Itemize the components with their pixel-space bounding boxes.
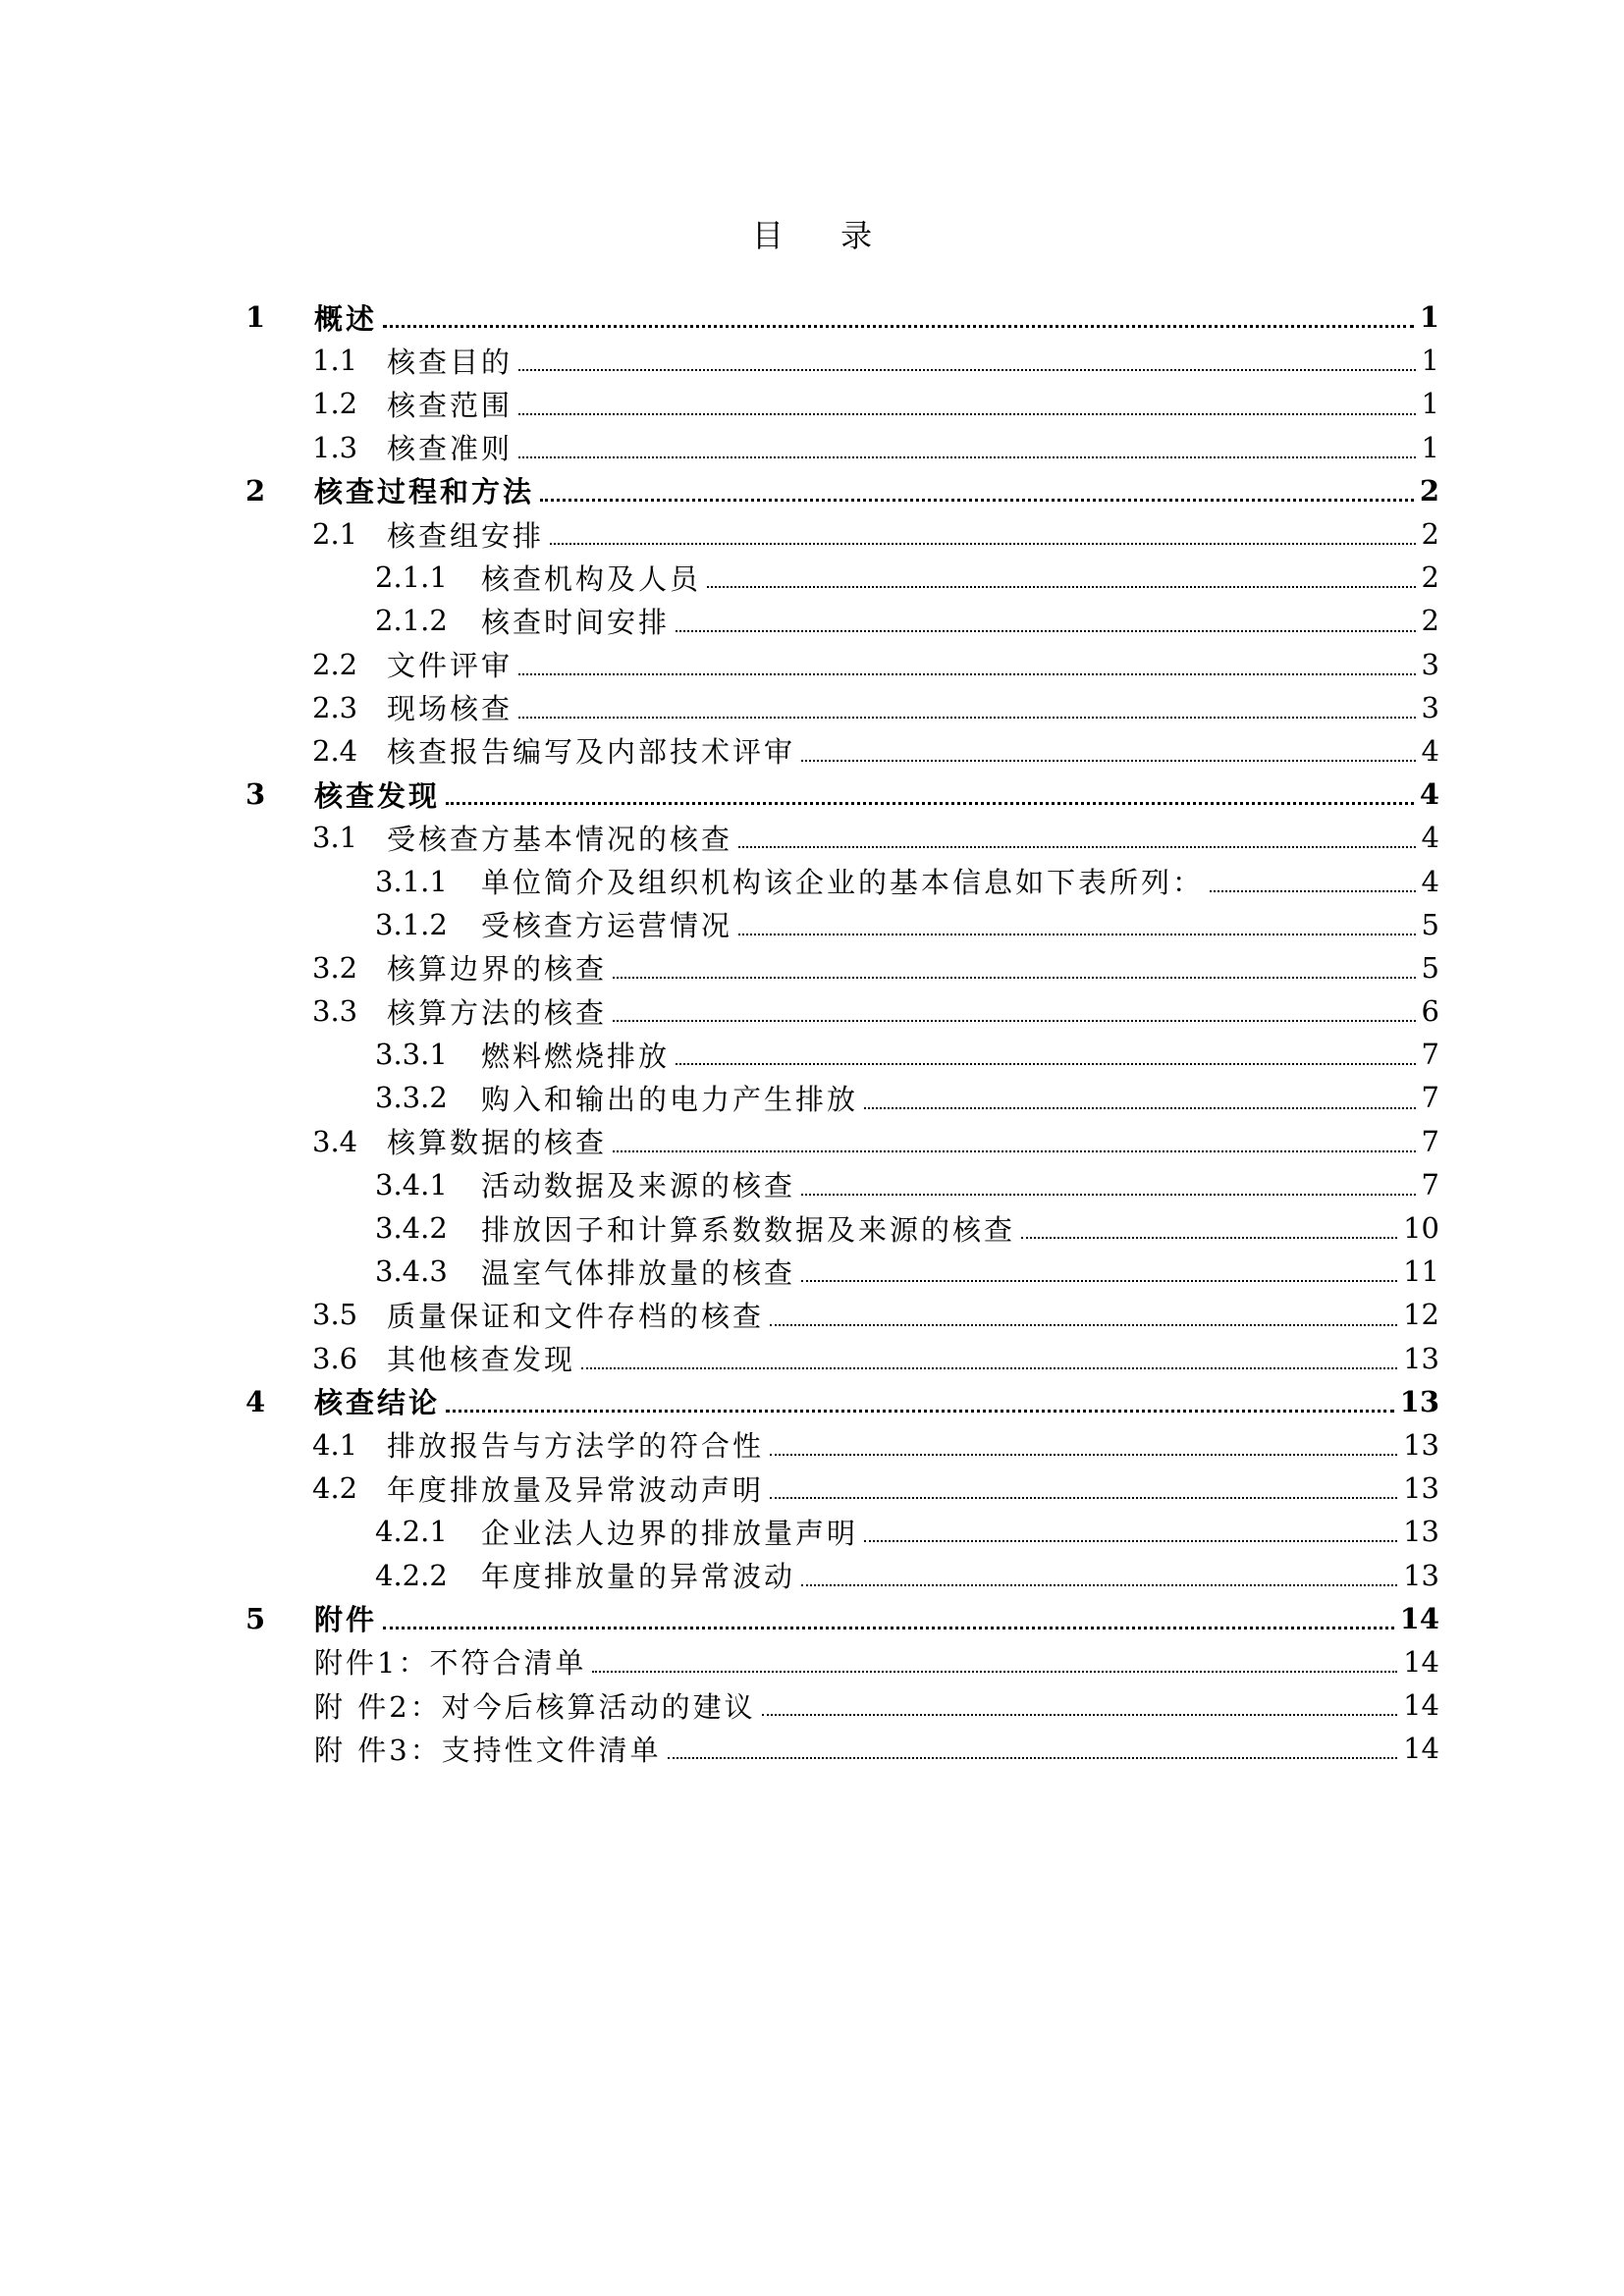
toc-dot-leader bbox=[581, 1367, 1397, 1369]
toc-dot-leader bbox=[613, 977, 1416, 979]
toc-dot-leader bbox=[864, 1107, 1416, 1109]
toc-dot-leader bbox=[518, 369, 1416, 371]
toc-dot-leader bbox=[676, 630, 1416, 632]
toc-dot-leader bbox=[518, 413, 1416, 415]
toc-dot-leader bbox=[668, 1757, 1397, 1759]
toc-entry[interactable] bbox=[236, 1076, 1439, 1119]
toc-entry-page-number: 13 bbox=[1403, 1558, 1439, 1592]
toc-entry-page-number: 14 bbox=[1403, 1644, 1439, 1679]
toc-entry[interactable] bbox=[236, 1380, 1439, 1423]
toc-entry[interactable] bbox=[236, 1467, 1439, 1510]
toc-dot-leader bbox=[518, 456, 1416, 458]
toc-entry[interactable] bbox=[236, 816, 1439, 859]
toc-title: 目 录 bbox=[751, 217, 896, 254]
toc-dot-leader bbox=[801, 760, 1416, 762]
toc-entry-title: 核算边界的核查 bbox=[387, 952, 608, 987]
toc-entry-page-number: 5 bbox=[1421, 950, 1439, 985]
toc-entry-number: 3.1.2 bbox=[375, 907, 448, 941]
toc-entry-title: 核算数据的核查 bbox=[387, 1126, 608, 1160]
toc-entry[interactable] bbox=[236, 729, 1439, 773]
toc-entry-title: 核查结论 bbox=[314, 1386, 441, 1420]
toc-entry-title: 年度排放量的异常波动 bbox=[481, 1560, 796, 1594]
toc-dot-leader bbox=[540, 499, 1414, 502]
toc-dot-leader bbox=[801, 1194, 1416, 1196]
toc-dot-leader bbox=[770, 1324, 1397, 1326]
toc-dot-leader bbox=[383, 325, 1414, 328]
toc-entry-page-number: 11 bbox=[1403, 1255, 1439, 1289]
toc-entry-title: 核查范围 bbox=[387, 388, 514, 422]
toc-dot-leader bbox=[762, 1714, 1397, 1716]
toc-entry-number: 3.3.2 bbox=[375, 1081, 448, 1115]
toc-dot-leader bbox=[446, 802, 1414, 805]
toc-entry-page-number: 3 bbox=[1421, 690, 1439, 724]
toc-entry[interactable] bbox=[236, 946, 1439, 989]
toc-entry[interactable] bbox=[236, 599, 1439, 642]
toc-entry-title: 核查发现 bbox=[314, 778, 441, 813]
toc-entry-page-number: 13 bbox=[1399, 1384, 1439, 1418]
toc-entry-title: 附 件3：支持性文件清单 bbox=[314, 1733, 662, 1767]
toc-entry-number: 2.2 bbox=[312, 647, 358, 681]
toc-entry-number: 4.1 bbox=[312, 1427, 358, 1462]
toc-entry[interactable] bbox=[236, 773, 1439, 816]
toc-entry-number: 3.1 bbox=[312, 821, 358, 855]
toc-dot-leader bbox=[518, 673, 1416, 675]
toc-entry-page-number: 14 bbox=[1399, 1601, 1439, 1635]
toc-dot-leader bbox=[1021, 1237, 1397, 1239]
toc-entry-title: 企业法人边界的排放量声明 bbox=[481, 1516, 859, 1550]
toc-entry-page-number: 10 bbox=[1403, 1211, 1439, 1246]
toc-entry-number: 3.2 bbox=[312, 950, 358, 985]
toc-entry-title: 核查报告编写及内部技术评审 bbox=[387, 735, 796, 770]
toc-dot-leader bbox=[550, 543, 1416, 545]
toc-entry-title: 其他核查发现 bbox=[387, 1343, 576, 1377]
toc-entry-title: 附件1：不符合清单 bbox=[314, 1646, 587, 1681]
toc-entry-number: 2.1 bbox=[312, 517, 358, 552]
toc-entry-number: 1.2 bbox=[312, 387, 358, 421]
toc-entry-title: 购入和输出的电力产生排放 bbox=[481, 1082, 859, 1116]
toc-dot-leader bbox=[738, 934, 1416, 935]
toc-entry-number: 3.3.1 bbox=[375, 1038, 448, 1072]
toc-entry-page-number: 7 bbox=[1421, 1038, 1439, 1072]
toc-entry[interactable] bbox=[236, 1683, 1439, 1727]
toc-entry-title: 排放报告与方法学的符合性 bbox=[387, 1429, 765, 1464]
toc-entry-number: 3.5 bbox=[312, 1298, 358, 1332]
toc-entry-title: 核查过程和方法 bbox=[314, 475, 535, 509]
toc-entry-title: 概述 bbox=[314, 301, 378, 336]
toc-entry[interactable] bbox=[236, 859, 1439, 902]
toc-entry-page-number: 7 bbox=[1421, 1124, 1439, 1158]
toc-entry-number: 3.4.2 bbox=[375, 1211, 448, 1246]
toc-entry-title: 核查目的 bbox=[387, 345, 514, 379]
toc-entry[interactable] bbox=[236, 1120, 1439, 1163]
toc-entry-title: 活动数据及来源的核查 bbox=[481, 1169, 796, 1203]
toc-dot-leader bbox=[676, 1063, 1416, 1065]
toc-entry-page-number: 7 bbox=[1421, 1167, 1439, 1201]
toc-entry-number: 2.1.1 bbox=[375, 561, 448, 595]
toc-entry-number: 2 bbox=[245, 473, 266, 507]
toc-dot-leader bbox=[613, 1150, 1416, 1152]
toc-entry-number: 4.2 bbox=[312, 1471, 358, 1506]
toc-entry-number: 5 bbox=[245, 1601, 266, 1635]
toc-entry-page-number: 5 bbox=[1421, 907, 1439, 941]
toc-entry-page-number: 2 bbox=[1419, 473, 1439, 507]
toc-dot-leader bbox=[518, 717, 1416, 719]
table-of-contents bbox=[236, 295, 1439, 1770]
toc-dot-leader bbox=[770, 1454, 1397, 1456]
toc-entry-number: 3.6 bbox=[312, 1341, 358, 1375]
toc-entry-title: 核查时间安排 bbox=[481, 605, 671, 639]
toc-entry-page-number: 6 bbox=[1421, 994, 1439, 1029]
toc-entry[interactable] bbox=[236, 556, 1439, 599]
toc-entry-page-number: 2 bbox=[1421, 561, 1439, 595]
toc-entry-number: 1.1 bbox=[312, 344, 358, 378]
toc-entry[interactable] bbox=[236, 1640, 1439, 1683]
toc-dot-leader bbox=[383, 1627, 1394, 1629]
toc-entry-number: 2.4 bbox=[312, 733, 358, 768]
toc-entry-title: 文件评审 bbox=[387, 649, 514, 683]
toc-entry-page-number: 2 bbox=[1421, 604, 1439, 638]
toc-entry-number: 4 bbox=[245, 1384, 266, 1418]
toc-entry-number: 4.2.1 bbox=[375, 1515, 448, 1549]
toc-entry[interactable] bbox=[236, 989, 1439, 1033]
toc-dot-leader bbox=[801, 1584, 1397, 1586]
toc-dot-leader bbox=[613, 1020, 1416, 1022]
toc-entry-number: 3 bbox=[245, 777, 266, 812]
toc-entry-page-number: 3 bbox=[1421, 647, 1439, 681]
toc-entry-page-number: 14 bbox=[1403, 1732, 1439, 1766]
toc-entry-title: 燃料燃烧排放 bbox=[481, 1039, 671, 1073]
toc-dot-leader bbox=[738, 846, 1416, 848]
toc-entry-page-number: 2 bbox=[1421, 517, 1439, 552]
toc-entry[interactable] bbox=[236, 1727, 1439, 1770]
toc-entry-page-number: 4 bbox=[1421, 733, 1439, 768]
toc-entry-number: 2.3 bbox=[312, 690, 358, 724]
toc-entry-page-number: 12 bbox=[1403, 1298, 1439, 1332]
toc-entry[interactable] bbox=[236, 1423, 1439, 1467]
toc-entry-number: 3.4 bbox=[312, 1124, 358, 1158]
toc-entry[interactable] bbox=[236, 903, 1439, 946]
toc-entry[interactable] bbox=[236, 295, 1439, 339]
toc-entry-title: 核算方法的核查 bbox=[387, 995, 608, 1030]
toc-entry-page-number: 4 bbox=[1421, 821, 1439, 855]
toc-dot-leader bbox=[1210, 890, 1416, 892]
toc-entry-title: 单位简介及组织机构该企业的基本信息如下表所列： bbox=[481, 866, 1205, 900]
toc-entry[interactable] bbox=[236, 1163, 1439, 1206]
toc-entry-page-number: 7 bbox=[1421, 1081, 1439, 1115]
toc-entry-page-number: 4 bbox=[1421, 864, 1439, 898]
toc-entry-page-number: 1 bbox=[1421, 430, 1439, 464]
toc-dot-leader bbox=[446, 1410, 1394, 1413]
toc-dot-leader bbox=[592, 1671, 1397, 1673]
toc-entry-title: 排放因子和计算系数数据及来源的核查 bbox=[481, 1212, 1016, 1247]
toc-entry-page-number: 4 bbox=[1419, 777, 1439, 812]
toc-entry-page-number: 1 bbox=[1419, 300, 1439, 335]
toc-entry[interactable] bbox=[236, 512, 1439, 556]
toc-entry-number: 3.1.1 bbox=[375, 864, 448, 898]
toc-dot-leader bbox=[801, 1280, 1397, 1282]
toc-entry-number: 3.4.3 bbox=[375, 1255, 448, 1289]
toc-entry-page-number: 1 bbox=[1421, 344, 1439, 378]
toc-entry[interactable] bbox=[236, 1033, 1439, 1076]
toc-entry[interactable] bbox=[236, 1553, 1439, 1596]
toc-dot-leader bbox=[707, 586, 1416, 588]
toc-entry-title: 受核查方基本情况的核查 bbox=[387, 822, 733, 856]
toc-entry-number: 4.2.2 bbox=[375, 1558, 448, 1592]
toc-entry[interactable] bbox=[236, 1293, 1439, 1336]
toc-entry[interactable] bbox=[236, 1250, 1439, 1293]
toc-entry-title: 附件 bbox=[314, 1603, 378, 1637]
toc-entry-title: 温室气体排放量的核查 bbox=[481, 1255, 796, 1290]
toc-entry-title: 受核查方运营情况 bbox=[481, 909, 733, 943]
toc-entry-title: 年度排放量及异常波动声明 bbox=[387, 1472, 765, 1507]
toc-entry-number: 3.4.1 bbox=[375, 1167, 448, 1201]
toc-entry[interactable] bbox=[236, 426, 1439, 469]
toc-entry-page-number: 14 bbox=[1403, 1688, 1439, 1723]
toc-entry-page-number: 13 bbox=[1403, 1515, 1439, 1549]
toc-entry-title: 核查机构及人员 bbox=[481, 561, 702, 596]
toc-entry-page-number: 13 bbox=[1403, 1341, 1439, 1375]
toc-entry[interactable] bbox=[236, 382, 1439, 425]
toc-entry-title: 附 件2：对今后核算活动的建议 bbox=[314, 1689, 756, 1724]
toc-entry-number: 2.1.2 bbox=[375, 604, 448, 638]
toc-entry[interactable] bbox=[236, 1206, 1439, 1250]
toc-dot-leader bbox=[864, 1540, 1397, 1542]
toc-dot-leader bbox=[770, 1497, 1397, 1499]
toc-entry[interactable] bbox=[236, 643, 1439, 686]
toc-entry[interactable] bbox=[236, 1510, 1439, 1553]
toc-entry[interactable] bbox=[236, 1597, 1439, 1640]
toc-entry-number: 3.3 bbox=[312, 994, 358, 1029]
toc-entry-page-number: 1 bbox=[1421, 387, 1439, 421]
toc-entry[interactable] bbox=[236, 686, 1439, 729]
toc-entry-title: 现场核查 bbox=[387, 692, 514, 726]
toc-entry[interactable] bbox=[236, 339, 1439, 382]
toc-entry-title: 核查组安排 bbox=[387, 518, 545, 553]
toc-entry-title: 核查准则 bbox=[387, 432, 514, 466]
toc-entry-number: 1.3 bbox=[312, 430, 358, 464]
toc-entry[interactable] bbox=[236, 1337, 1439, 1380]
toc-entry-page-number: 13 bbox=[1403, 1427, 1439, 1462]
toc-entry-title: 质量保证和文件存档的核查 bbox=[387, 1299, 765, 1333]
toc-entry-number: 1 bbox=[245, 300, 266, 335]
toc-entry-page-number: 13 bbox=[1403, 1471, 1439, 1506]
toc-entry[interactable] bbox=[236, 469, 1439, 512]
